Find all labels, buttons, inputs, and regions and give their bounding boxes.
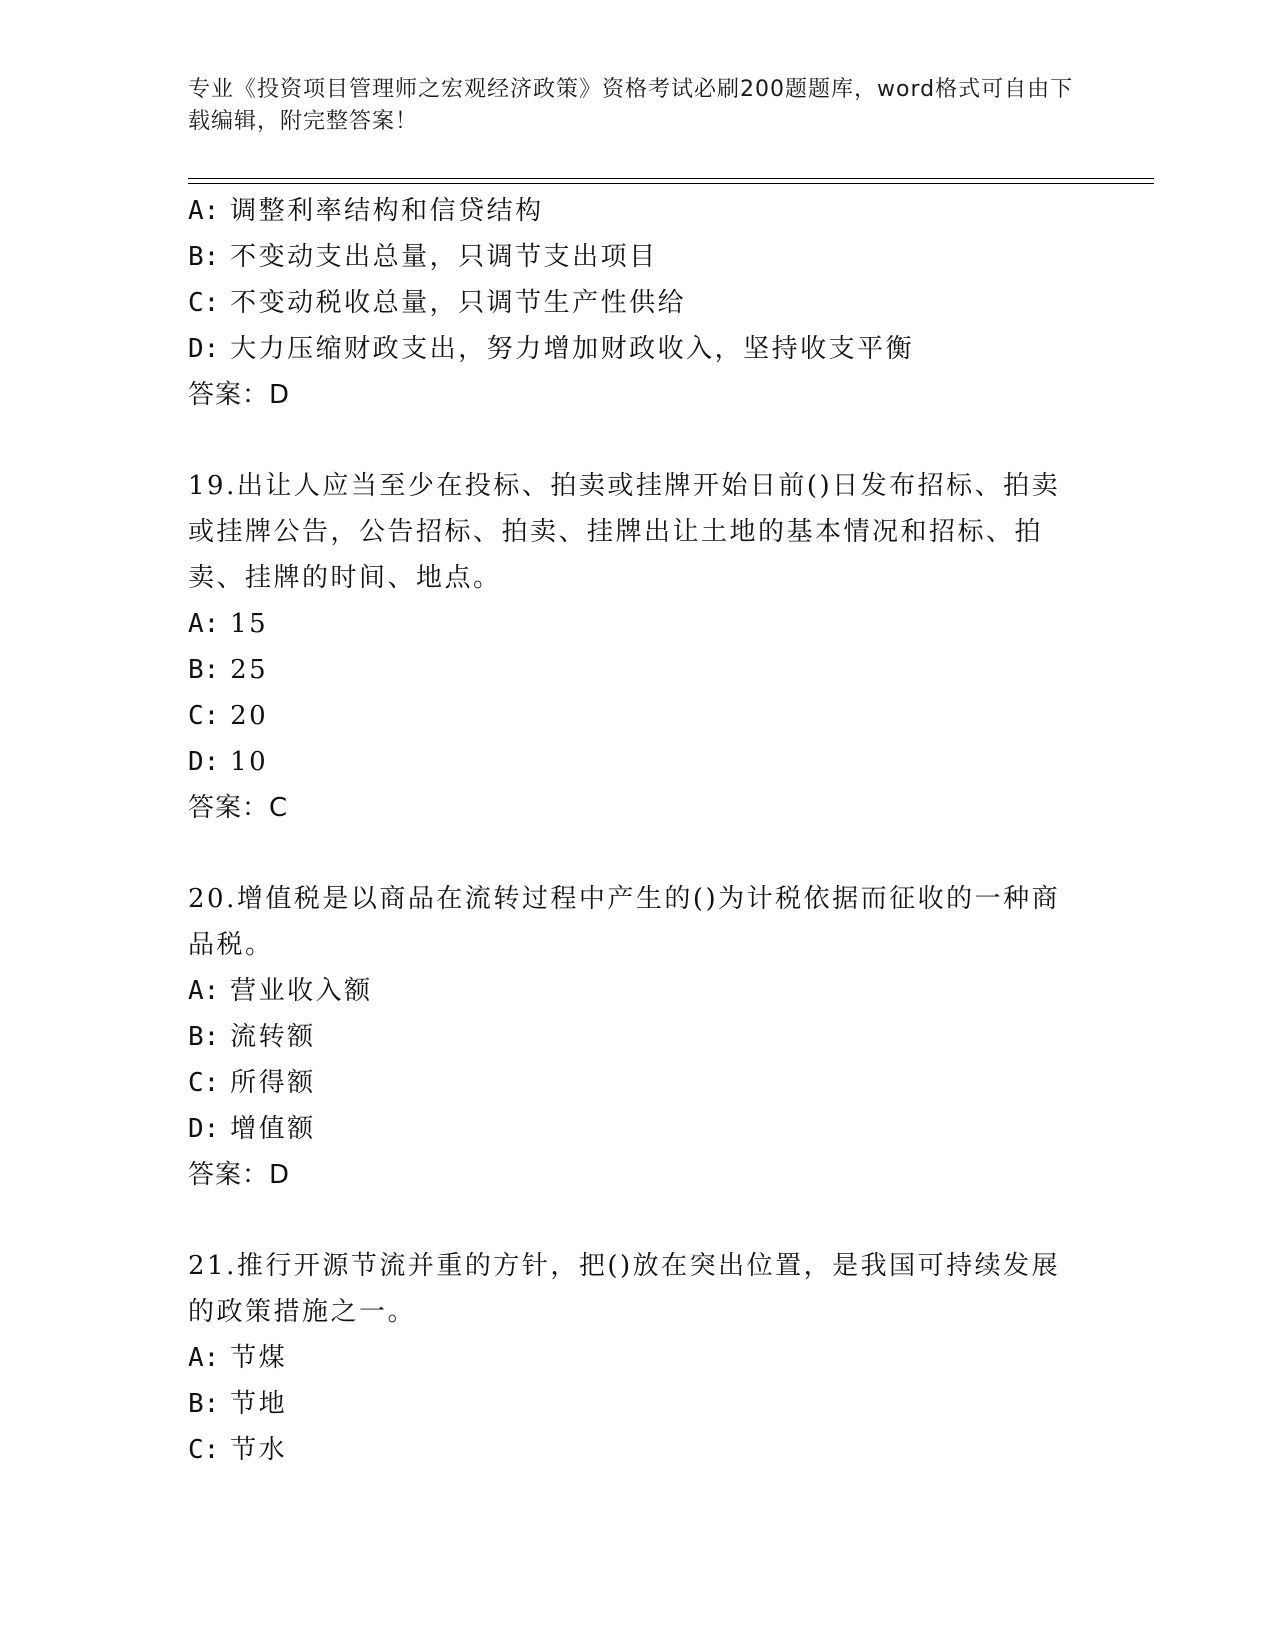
option-a: A: 调整利率结构和信贷结构	[188, 196, 544, 226]
option-c: C: 节水	[188, 1435, 288, 1465]
answer: 答案：C	[188, 793, 289, 823]
option-d: D: 10	[188, 747, 269, 777]
option-a: A: 15	[188, 609, 269, 639]
question-18-continued	[188, 188, 1088, 418]
option-c: C: 所得额	[188, 1068, 316, 1098]
option-b: B: 不变动支出总量，只调节支出项目	[188, 242, 658, 272]
question-21	[188, 1243, 1088, 1473]
page-header: 专业《投资项目管理师之宏观经济政策》资格考试必刷200题题库，word格式可自由下载编辑，附完整答案！	[188, 77, 1074, 134]
option-b: B: 流转额	[188, 1022, 316, 1052]
header-rule-top	[188, 178, 1154, 179]
question-content	[188, 188, 1088, 1473]
option-a: A: 节煤	[188, 1343, 288, 1373]
question-text: 21.推行开源节流并重的方针，把()放在突出位置，是我国可持续发展的政策措施之一。	[188, 1251, 1061, 1327]
question-19	[188, 463, 1088, 831]
option-b: B: 25	[188, 655, 269, 685]
header-rule-bottom	[188, 183, 1154, 184]
option-d: D: 大力压缩财政支出，努力增加财政收入，坚持收支平衡	[188, 334, 915, 364]
question-20	[188, 876, 1088, 1198]
option-c: C: 20	[188, 701, 269, 731]
question-text: 19.出让人应当至少在投标、拍卖或挂牌开始日前()日发布招标、拍卖或挂牌公告，公告招标、拍卖、挂牌出让土地的基本情况和招标、拍卖、挂牌的时间、地点。	[188, 471, 1061, 593]
answer: 答案：D	[188, 380, 291, 410]
answer: 答案：D	[188, 1160, 291, 1190]
option-c: C: 不变动税收总量，只调节生产性供给	[188, 288, 687, 318]
option-d: D: 增值额	[188, 1114, 316, 1144]
option-b: B: 节地	[188, 1389, 288, 1419]
question-text: 20.增值税是以商品在流转过程中产生的()为计税依据而征收的一种商品税。	[188, 884, 1061, 960]
option-a: A: 营业收入额	[188, 976, 373, 1006]
